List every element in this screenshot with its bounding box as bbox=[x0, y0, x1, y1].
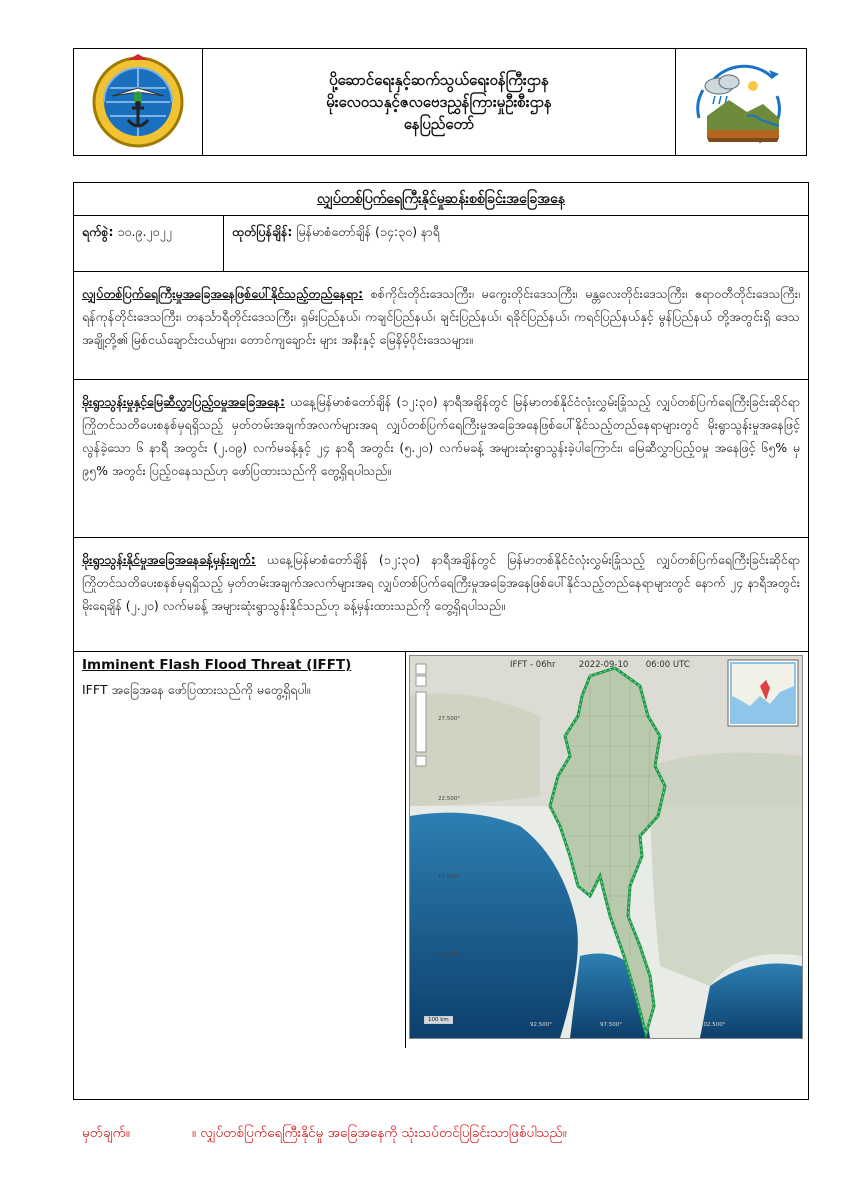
lat-label-4: 12.500° bbox=[438, 952, 460, 958]
ifft-map bbox=[409, 655, 803, 1039]
section-forecast-text: ယနေ့မြန်မာစံတော်ချိန် (၁၂:၃၀) နာရီအချိန်တွင် မြန်မာတစ်နိုင်ငံလုံးလွှမ်းခြုံသည့် လျှပ်တစ်ပြက်ရေကြီးခြင်းဆိုင်ရာ ကြိုတင်သတိပေးစနစ်မှရရှိသည့် မှတ်တမ်းအချက်အလက်များအရ လျှပ်တစ်ပြက်ရေကြီးမှုအခြေအနေဖြစ်ပေါ်နိုင်သည့်တည်နေရာများတွင် နောက် ၂၄ နာရီအတွင်း မိုးရေချိန် (၂.၂၀) လက်မခန့် အများဆုံးရွာသွန်းနိုင်သည်ဟု ခန့်မှန်းထားသည်ကို တွေ့ရှိရပါသည်။ bbox=[82, 552, 800, 613]
map-cell bbox=[406, 652, 808, 1048]
section-location-text: စစ်ကိုင်းတိုင်းဒေသကြီး၊ မကွေးတိုင်းဒေသကြီး၊ မန္တလေးတိုင်းဒေသကြီး၊ ဧရာဝတီတိုင်းဒေသကြီး၊ ရန်ကုန်တိုင်းဒေသကြီး၊ တနင်္သာရီတိုင်းဒေသကြီး၊ ရှမ်းပြည်နယ်၊ ကချင်ပြည်နယ်၊ ချင်းပြည်နယ်၊ ရခိုင်ပြည်နယ်၊ ကရင်ပြည်နယ်နှင့် မွန်ပြည်နယ် တို့အတွင်းရှိ ဒေသအချို့တို့၏ မြစ်ငယ်ချောင်းငယ်များ၊ တောင်ကျချောင်း များ အနီးနှင့် မြေနိမ့်ပိုင်းဒေသများ။ bbox=[82, 286, 800, 347]
header-title-block bbox=[203, 49, 675, 155]
hydrological-cycle-icon bbox=[689, 56, 793, 148]
section-location bbox=[74, 272, 808, 380]
report-title-row bbox=[74, 183, 808, 216]
date-value: ၁၀.၉.၂၀၂၂ bbox=[117, 224, 172, 239]
map-caption-date: 2022-09-10 bbox=[578, 660, 629, 670]
lat-label-1: 27.500° bbox=[438, 716, 460, 722]
footer-note-text: ။ လျှပ်တစ်ပြက်ရေကြီးနိုင်မှု အခြေအနေကို သုံးသပ်တင်ပြခြင်းသာဖြစ်ပါသည်။ bbox=[191, 1125, 567, 1141]
map-scale-bar bbox=[424, 1016, 453, 1024]
overview-inset-map bbox=[728, 660, 798, 726]
issue-time-value: မြန်မာစံတော်ချိန် (၁၄:၃၀) နာရီ bbox=[296, 224, 440, 239]
ifft-body: IFFT အခြေအနေ ဖော်ပြထားသည်ကို မတွေ့ရှိရပါ။ bbox=[82, 682, 311, 697]
map-caption-left: IFFT - 06hr bbox=[510, 660, 556, 670]
map-caption bbox=[510, 660, 690, 670]
section-rainfall-label: မိုးရွာသွန်းမှုနှင့်မြေဆီလွှာပြည့်ဝမှုအခြေအနေ: bbox=[82, 394, 285, 409]
report-title: လျှပ်တစ်ပြက်ရေကြီးနိုင်မှုဆန်းစစ်ခြင်းအခြေအနေ bbox=[317, 190, 565, 207]
ministry-emblem-icon bbox=[88, 52, 188, 152]
footer-note-label: မှတ်ချက်။ bbox=[82, 1125, 130, 1141]
report-table bbox=[73, 182, 809, 1100]
ministry-name: ပို့ဆောင်ရေးနှင့်ဆက်သွယ်ရေးဝန်ကြီးဌာန bbox=[329, 71, 549, 89]
header bbox=[73, 48, 807, 156]
date-cell bbox=[74, 216, 224, 271]
date-row bbox=[74, 216, 808, 272]
lon-label-1: 92.500° bbox=[530, 1022, 552, 1028]
map-scale-label: 100 km bbox=[428, 1017, 449, 1023]
department-logo-cell bbox=[675, 49, 806, 155]
ifft-text-cell bbox=[74, 652, 406, 1048]
zoom-controls[interactable] bbox=[416, 664, 426, 766]
lat-label-2: 22.500° bbox=[438, 796, 460, 802]
footer-note bbox=[82, 1124, 782, 1144]
map-caption-time: 06:00 UTC bbox=[645, 660, 690, 670]
ifft-row bbox=[74, 652, 808, 1048]
issue-time-cell bbox=[224, 216, 808, 271]
city-name: နေပြည်တော် bbox=[403, 115, 475, 133]
issue-time-label: ထုတ်ပြန်ချိန်: bbox=[232, 224, 293, 239]
date-label: ရက်စွဲ: bbox=[82, 224, 114, 239]
section-location-label: လျှပ်တစ်ပြက်ရေကြီးမှုအခြေအနေဖြစ်ပေါ်နိုင်သည့်တည်နေရာ: bbox=[82, 286, 364, 301]
lon-label-2: 97.500° bbox=[600, 1022, 622, 1028]
section-rainfall-soil bbox=[74, 380, 808, 538]
section-rainfall-text: ယနေ့မြန်မာစံတော်ချိန် (၁၂:၃၀) နာရီအချိန်တွင် မြန်မာတစ်နိုင်ငံလုံးလွှမ်းခြုံသည့် လျှပ်တစ်ပြက်ရေကြီးခြင်းဆိုင်ရာ ကြိုတင်သတိပေးစနစ်မှရရှိသည့် မှတ်တမ်းအချက်အလက်များအရ လျှပ်တစ်ပြက်ရေကြီးမှုအခြေအနေဖြစ်ပေါ်နိုင်သည့်တည်နေရာများတွင် မိုးရွာသွန်းမှုအနေဖြင့် လွန်ခဲ့သော ၆ နာရီ အတွင်း (၂.၀၉) လက်မခန့်နှင့် ၂၄ နာရီ အတွင်း (၅.၂၀) လက်မခန့် အများဆုံးရွာသွန်းခဲ့ပါကြောင်း၊ မြေဆီလွှာပြည့်ဝမှု အနေဖြင့် ၆၅% မှ ၉၅% အတွင်း ပြည့်ဝနေသည်ဟု ဖော်ပြထားသည်ကို တွေ့ရှိရပါသည်။ bbox=[82, 394, 800, 478]
section-forecast bbox=[74, 538, 808, 652]
department-name: မိုးလေဝသနှင့်ဇလဗေဒညွှန်ကြားမှုဦးစီးဌာန bbox=[326, 93, 552, 111]
ifft-map-graphic bbox=[410, 656, 802, 1038]
lon-label-3: 102.500° bbox=[700, 1022, 726, 1028]
section-forecast-label: မိုးရွာသွန်းနိုင်မှုအခြေအနေခန့်မှန်းချက်: bbox=[82, 552, 256, 567]
ministry-logo-cell bbox=[74, 49, 203, 155]
lat-label-3: 17.500° bbox=[438, 874, 460, 880]
ifft-title: Imminent Flash Flood Threat (IFFT) bbox=[82, 657, 352, 673]
